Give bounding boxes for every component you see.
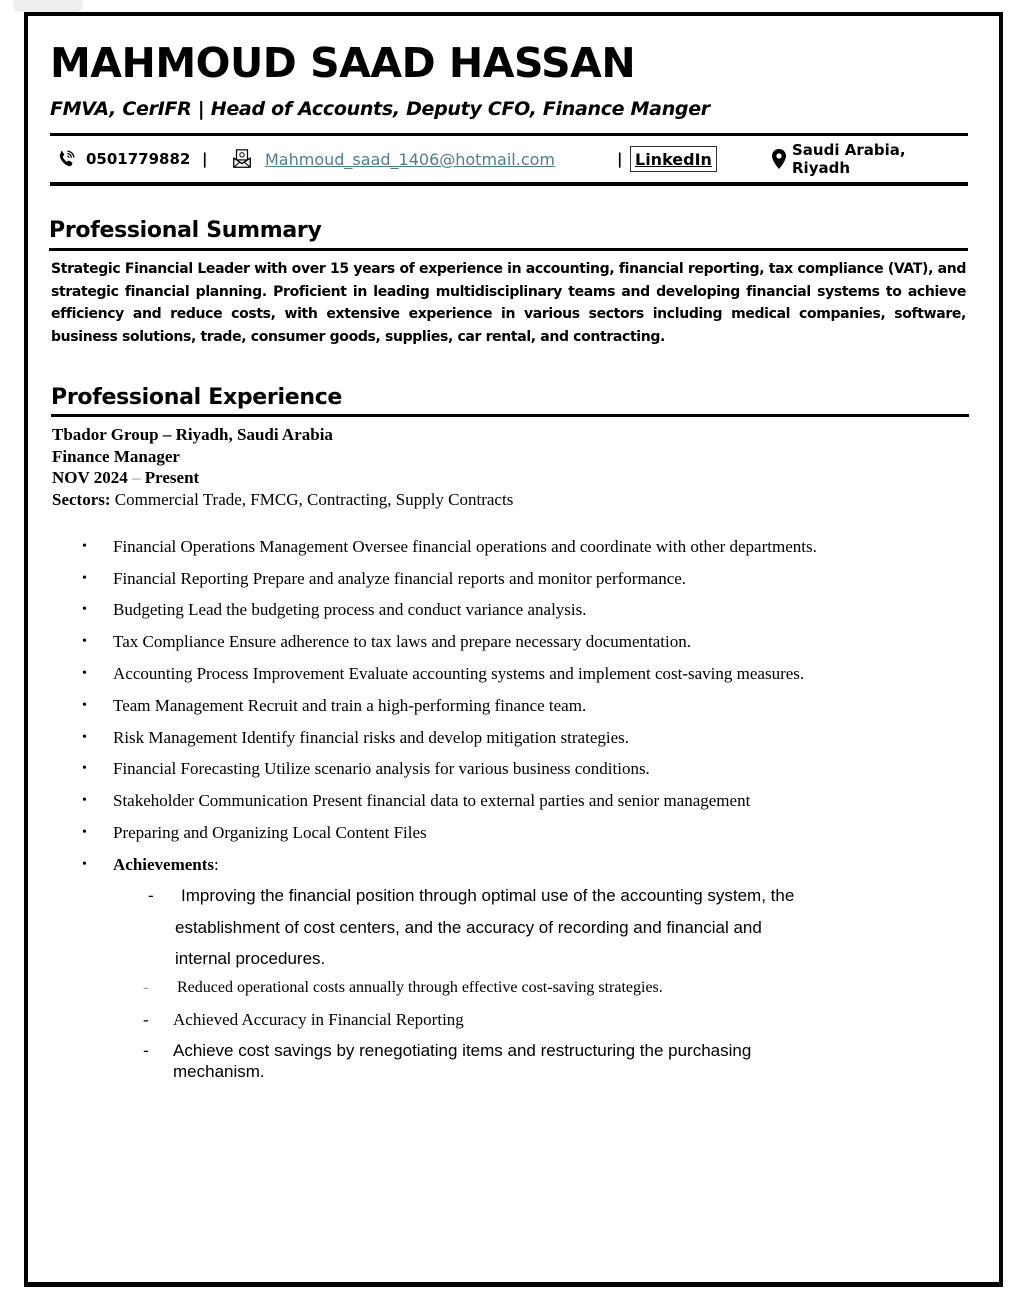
- list-item: • Risk Management Identify financial risks and develop mitigation strategies.: [82, 727, 630, 747]
- job-role: Finance Manager: [52, 446, 180, 466]
- linkedin-link[interactable]: LinkedIn: [630, 146, 717, 172]
- header-divider-bottom: [50, 182, 968, 186]
- bullet-icon: •: [82, 602, 87, 618]
- dash-bullet-icon: -: [143, 979, 149, 996]
- bullet-icon: •: [82, 570, 87, 586]
- achievement-item: - Achieve cost savings by renegotiating items and restructuring the purchasing mechanism.: [143, 1041, 752, 1081]
- list-item: • Stakeholder Communication Present financial data to external parties and senior management: [82, 791, 751, 811]
- list-item: • Team Management Recruit and train a high-performing finance team.: [82, 695, 587, 715]
- contact-separator: |: [617, 150, 623, 168]
- dash-bullet-icon: -: [143, 1041, 149, 1060]
- achievement-item: - Reduced operational costs annually through effective cost-saving strategies.: [143, 976, 663, 1000]
- contact-bar: [50, 142, 968, 176]
- bullet-icon: •: [82, 666, 87, 682]
- map-pin-icon: [772, 142, 788, 176]
- bullet-icon: •: [82, 825, 87, 841]
- job-header: [52, 424, 513, 510]
- list-item: • Financial Reporting Prepare and analyze financial reports and monitor performance.: [82, 568, 687, 588]
- bullet-icon: •: [82, 856, 87, 872]
- envelope-icon: [231, 142, 255, 176]
- section-title-summary: Professional Summary: [49, 218, 322, 243]
- location: Saudi Arabia, Riyadh: [792, 141, 906, 177]
- candidate-subtitle: FMVA, CerIFR | Head of Accounts, Deputy CFO, Finance Manger: [50, 98, 710, 120]
- list-item: • Budgeting Lead the budgeting process and conduct variance analysis.: [82, 600, 587, 620]
- list-item: • Tax Compliance Ensure adherence to tax laws and prepare necessary documentation.: [82, 632, 691, 652]
- list-item: • Preparing and Organizing Local Content Files: [82, 823, 427, 843]
- job-sectors: Sectors: Commercial Trade, FMCG, Contracting, Supply Contracts: [52, 489, 514, 509]
- header-divider-top: [50, 133, 968, 136]
- achievement-item: - Improving the financial position through optimal use of the accounting system, the establishment of cost centers, and the accuracy of recording and financial and internal procedures.: [148, 880, 868, 975]
- duties-list: [82, 531, 942, 881]
- email-link[interactable]: Mahmoud_saad_1406@hotmail.com: [265, 149, 555, 169]
- contact-separator: |: [202, 150, 208, 168]
- phone-icon: [55, 142, 79, 176]
- section-divider: [51, 414, 969, 417]
- section-divider: [49, 248, 968, 251]
- phone-number[interactable]: 0501779882: [86, 150, 191, 168]
- summary-paragraph: Strategic Financial Leader with over 15 years of experience in accounting, financial reporting, tax compliance (VAT), and strategic financial planning. Proficient in leading multidisciplinary teams and developing financial systems to achieve efficiency and reduce costs, with extensive experience in various sectors including medical companies, software, business solutions, trade, consumer goods, supplies, car rental, and contracting.: [51, 261, 966, 345]
- viewer-tab[interactable]: [14, 0, 82, 10]
- achievements-heading: • Achievements :: [82, 854, 219, 874]
- list-item: • Accounting Process Improvement Evaluate accounting systems and implement cost-saving measures.: [82, 664, 805, 684]
- bullet-icon: •: [82, 793, 87, 809]
- job-company: Tbador Group – Riyadh, Saudi Arabia: [52, 425, 333, 444]
- list-item: • Financial Forecasting Utilize scenario analysis for various business conditions.: [82, 759, 650, 779]
- bullet-icon: •: [82, 729, 87, 745]
- bullet-icon: •: [82, 634, 87, 650]
- dash-bullet-icon: -: [143, 1010, 149, 1029]
- section-title-experience: Professional Experience: [51, 385, 343, 410]
- candidate-name: MAHMOUD SAAD HASSAN: [50, 39, 636, 87]
- bullet-icon: •: [82, 538, 87, 554]
- bullet-icon: •: [82, 761, 87, 777]
- list-item: • Financial Operations Management Oversee financial operations and coordinate with other departments.: [82, 536, 817, 556]
- job-dates: NOV 2024 – Present: [52, 468, 200, 487]
- bullet-icon: •: [82, 697, 87, 713]
- dash-bullet-icon: -: [148, 886, 154, 905]
- achievement-item: - Achieved Accuracy in Financial Reporting: [143, 1008, 464, 1032]
